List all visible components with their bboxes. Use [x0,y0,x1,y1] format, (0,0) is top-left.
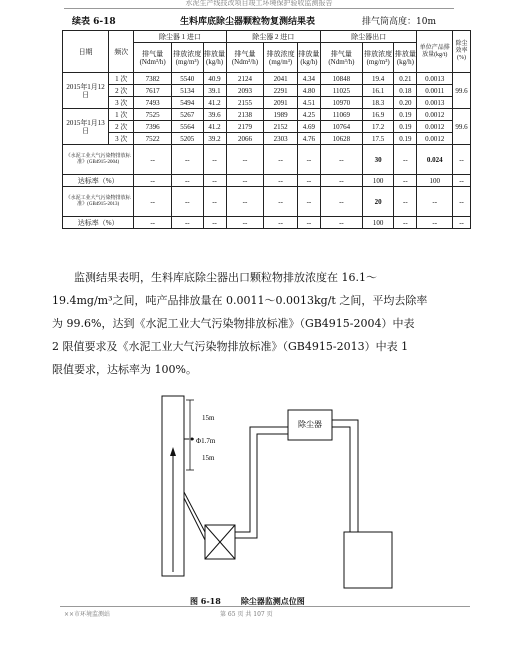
value-cell: -- [226,187,264,217]
value-cell: 5267 [172,109,203,121]
value-cell: -- [453,145,471,175]
value-cell: -- [134,187,172,217]
value-cell: -- [297,145,320,175]
value-cell: -- [172,175,203,187]
table-row [63,85,471,97]
value-cell: -- [453,175,471,187]
table-row [63,97,471,109]
pipe-stack-fan [184,498,205,540]
figure-title: 除尘器监测点位图 [240,596,305,606]
value-cell: -- [203,187,226,217]
figure-number: 图 6-18 [190,596,221,606]
header-inlet-2: 除尘器 2 进口 [226,31,320,43]
value-cell: 2303 [264,133,298,145]
value-cell: -- [394,217,417,229]
value-cell: -- [417,217,453,229]
compliance-row-2013 [63,217,471,229]
value-cell: -- [297,175,320,187]
value-cell: 5540 [172,73,203,85]
paragraph-line: 监测结果表明，生料库底除尘器出口颗粒物排放浓度在 16.1～ [74,271,377,284]
value-cell: -- [417,187,453,217]
value-cell: -- [226,217,264,229]
standard-label: 《水泥工业大气污染物排放标准》(GB4915-2004) [63,145,134,175]
value-cell: -- [320,145,362,175]
value-cell: 0.0012 [417,133,453,145]
value-cell: 2152 [264,121,298,133]
value-cell: 39.1 [203,85,226,97]
results-table [62,30,471,229]
value-cell: 0.19 [394,121,417,133]
value-cell: 0.0011 [417,85,453,97]
standard-row-2004 [63,145,471,175]
value-cell: 4.80 [297,85,320,97]
dust-collector-label: 除尘器 [298,420,322,429]
up-arrow-icon [170,447,176,456]
running-header: 水泥生产线技改项目竣工环境保护验收监测报告 [64,0,454,9]
compliance-row-2004 [63,175,471,187]
date-cell: 2015年1月13日 [63,109,109,145]
table-title: 生料库底除尘器颗粒物复测结果表 [180,17,316,27]
value-cell: -- [226,175,264,187]
value-cell: 7525 [134,109,172,121]
header-rate: 排放量 (kg/h) [394,43,417,73]
header-outlet: 除尘器出口 [320,31,416,43]
value-cell: -- [226,145,264,175]
value-cell: 10970 [320,97,362,109]
value-cell: 2155 [226,97,264,109]
table-row [63,133,471,145]
sampling-point-icon [191,438,194,441]
value-cell: -- [264,217,298,229]
value-cell: 5564 [172,121,203,133]
value-cell: -- [320,187,362,217]
value-cell: -- [264,145,298,175]
value-cell: 0.0013 [417,73,453,85]
page-footer [60,606,470,619]
value-cell: 100 [362,175,393,187]
compliance-label: 达标率（%） [63,217,134,229]
value-cell: -- [264,187,298,217]
pipe-stack-fan [184,492,205,532]
frequency-cell: 3 次 [109,97,134,109]
value-cell: 2066 [226,133,264,145]
monitoring-point-diagram [150,392,400,592]
header-row-1 [63,31,471,43]
value-cell: -- [203,145,226,175]
value-cell: -- [453,187,471,217]
table-row [63,121,471,133]
pipe-fan-collector [235,427,288,532]
header-flow: 排气量 (Ndm³/h) [134,43,172,73]
value-cell: 41.2 [203,121,226,133]
value-cell: 2124 [226,73,264,85]
frequency-cell: 3 次 [109,133,134,145]
value-cell: 0.0012 [417,121,453,133]
value-cell: 17.2 [362,121,393,133]
results-table-wrapper [62,30,471,229]
paragraph-line: 2 限值要求及《水泥工业大气污染物排放标准》（GB4915-2013）中表 1 [52,340,409,353]
value-cell: -- [297,217,320,229]
table-row [63,109,471,121]
value-cell: 40.9 [203,73,226,85]
pipe-collector-silo [332,420,358,532]
value-cell: 0.024 [417,145,453,175]
paragraph-line: 19.4mg/m³之间，吨产品排放量在 0.0011～0.0013kg/t 之间，平均去除率 [52,294,428,307]
dimension-bottom-label: 15m [202,454,215,462]
value-cell: 4.25 [297,109,320,121]
footer-organization: ××市环境监测站 [64,611,111,618]
header-conc: 排放浓度 (mg/m³) [264,43,298,73]
value-cell: 4.51 [297,97,320,109]
value-cell: 7382 [134,73,172,85]
paragraph-line: 为 99.6%，达到《水泥工业大气污染物排放标准》（GB4915-2004）中表 [52,317,415,330]
value-cell: -- [203,175,226,187]
value-cell: 0.21 [394,73,417,85]
value-cell: -- [264,175,298,187]
value-cell: 5205 [172,133,203,145]
value-cell: 5134 [172,85,203,97]
pipe-fan-collector [235,434,288,538]
table-row [63,73,471,85]
value-cell: 5494 [172,97,203,109]
table-number: 续表 6-18 [72,17,116,27]
frequency-cell: 1 次 [109,73,134,85]
value-cell: 2093 [226,85,264,97]
efficiency-cell: 99.6 [453,73,471,109]
value-cell: 11025 [320,85,362,97]
compliance-label: 达标率（%） [63,175,134,187]
value-cell: 7493 [134,97,172,109]
value-cell: 41.2 [203,97,226,109]
dimension-top-label: 15m [202,414,215,422]
header-frequency: 频次 [109,31,134,73]
value-cell: -- [134,217,172,229]
value-cell: 10848 [320,73,362,85]
value-cell: 39.2 [203,133,226,145]
table-caption [62,14,470,28]
value-cell: 0.20 [394,97,417,109]
diameter-label: Φ1.7m [196,437,216,445]
value-cell: 10628 [320,133,362,145]
value-cell: 30 [362,145,393,175]
value-cell: 2138 [226,109,264,121]
value-cell: -- [172,187,203,217]
value-cell: 0.18 [394,85,417,97]
value-cell: 2091 [264,97,298,109]
value-cell: 7522 [134,133,172,145]
header-rate: 排放量 (kg/h) [203,43,226,73]
pipe-collector-silo [332,427,350,532]
value-cell: 18.3 [362,97,393,109]
value-cell: -- [134,145,172,175]
value-cell: -- [394,145,417,175]
paragraph-line: 限值要求，达标率为 100%。 [52,363,197,376]
value-cell: 2041 [264,73,298,85]
frequency-cell: 2 次 [109,121,134,133]
value-cell: 10764 [320,121,362,133]
value-cell: 19.4 [362,73,393,85]
value-cell: 4.69 [297,121,320,133]
value-cell: -- [394,175,417,187]
standard-label: 《水泥工业大气污染物排放标准》(GB4915-2013) [63,187,134,217]
value-cell: 7617 [134,85,172,97]
standard-row-2013 [63,187,471,217]
frequency-cell: 1 次 [109,109,134,121]
value-cell: 4.76 [297,133,320,145]
page-number: 第 65 页 共 107 页 [220,611,273,618]
header-unit-emission: 单位产品排放量(kg/t) [417,31,453,73]
value-cell: 2179 [226,121,264,133]
value-cell: 7396 [134,121,172,133]
value-cell: -- [172,145,203,175]
header-inlet-1: 除尘器 1 进口 [134,31,226,43]
value-cell: -- [203,217,226,229]
value-cell: 20 [362,187,393,217]
header-efficiency: 除尘效率(%) [453,31,471,73]
header-rate: 排放量 (kg/h) [297,43,320,73]
value-cell: -- [297,187,320,217]
value-cell: 100 [362,217,393,229]
value-cell: 17.5 [362,133,393,145]
header-date: 日期 [63,31,109,73]
value-cell: 1989 [264,109,298,121]
value-cell: 2291 [264,85,298,97]
header-flow: 排气量 (Ndm³/h) [320,43,362,73]
stack-height: 排气筒高度：10m [362,17,436,27]
value-cell: -- [134,175,172,187]
value-cell: 16.1 [362,85,393,97]
value-cell: 16.9 [362,109,393,121]
date-cell: 2015年1月12日 [63,73,109,109]
value-cell: 11069 [320,109,362,121]
value-cell: 100 [417,175,453,187]
frequency-cell: 2 次 [109,85,134,97]
value-cell: 0.0012 [417,109,453,121]
value-cell: -- [172,217,203,229]
value-cell: 0.19 [394,109,417,121]
efficiency-cell: 99.6 [453,109,471,145]
value-cell: -- [320,217,362,229]
header-flow: 排气量 (Ndm³/h) [226,43,264,73]
value-cell: 39.6 [203,109,226,121]
header-conc: 排放浓度 (mg/m³) [362,43,393,73]
value-cell: 0.19 [394,133,417,145]
value-cell: -- [394,187,417,217]
header-conc: 排放浓度 (mg/m³) [172,43,203,73]
value-cell: -- [320,175,362,187]
value-cell: 0.0013 [417,97,453,109]
value-cell: -- [453,217,471,229]
value-cell: 4.34 [297,73,320,85]
conclusion-paragraph [52,266,474,381]
silo-box [344,532,392,588]
